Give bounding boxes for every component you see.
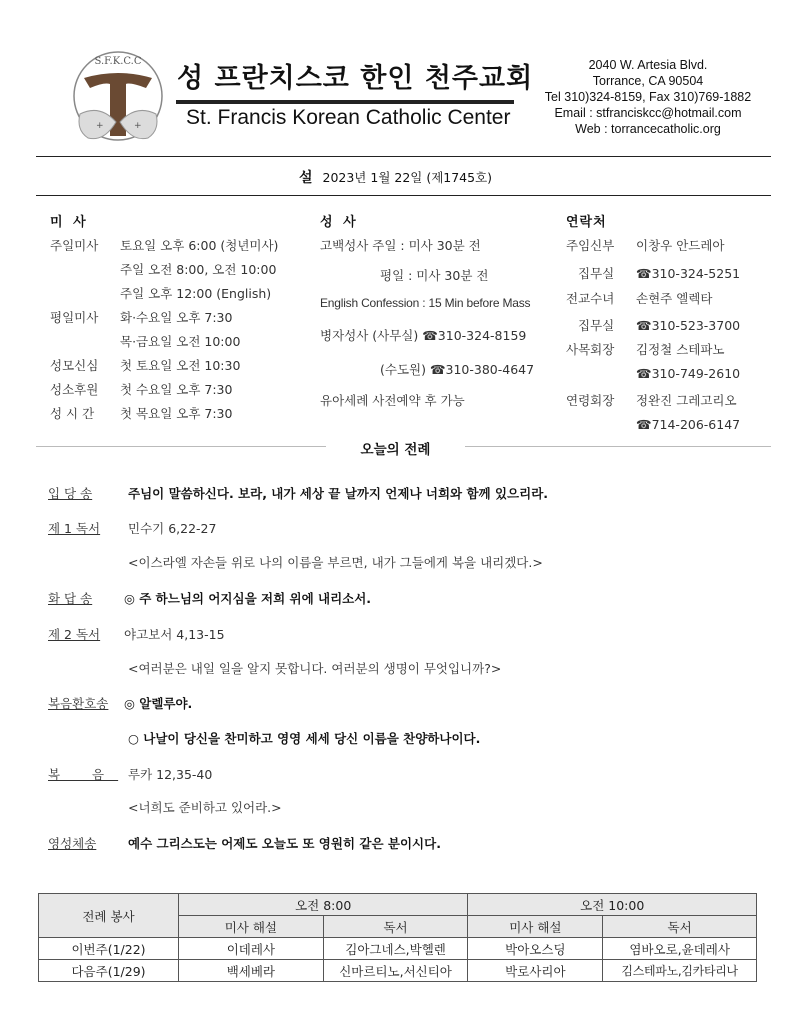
table-row	[39, 938, 757, 960]
sacrament-row: 병자성사 (사무실) ☎310-324-8159	[320, 328, 527, 343]
contact-label: 집무실	[578, 318, 615, 333]
address-web[interactable]: Web : torrancecatholic.org	[575, 122, 721, 136]
subcol-header: 미사 해설	[179, 916, 324, 938]
contact-phone: ☎714-206-6147	[636, 417, 741, 432]
alleluia-label: 복음환호송	[48, 696, 109, 711]
mass-time: 첫 수요일 오후 7:30	[120, 382, 233, 397]
contact-row	[578, 264, 740, 282]
church-name-english: St. Francis Korean Catholic Center	[186, 106, 511, 129]
first-reading-summary: <이스라엘 자손들 위로 나의 이름을 부르면, 내가 그들에게 복을 내리겠다.>	[128, 555, 543, 570]
ministry-schedule-table	[38, 893, 757, 982]
contact-row	[578, 316, 740, 334]
mass-label: 성모신심	[50, 358, 99, 373]
contact-row	[566, 289, 712, 307]
contact-value: 이창우 안드레아	[636, 238, 725, 253]
group-header-8am: 오전 8:00	[179, 894, 468, 916]
feast-name: 설	[298, 170, 313, 186]
subcol-header: 미사 해설	[468, 916, 603, 938]
group-header-10am: 오전 10:00	[468, 894, 757, 916]
sacrament-row: 평일 : 미사 30분 전	[380, 268, 489, 283]
table-cell: 김아그네스,박헬렌	[323, 938, 468, 960]
contact-value: 손현주 엘렉타	[636, 291, 713, 306]
week-cell: 이번주(1/22)	[39, 938, 179, 960]
contact-address	[533, 57, 763, 137]
first-reading-label: 제 1 독서	[48, 521, 101, 536]
entrance-antiphon-label: 입 당 송	[48, 486, 93, 501]
date-line	[0, 167, 791, 187]
alleluia-verse: ○ 나날이 당신을 찬미하고 영영 세세 당신 이름을 찬양하나이다.	[128, 731, 481, 746]
contact-label: 집무실	[578, 266, 615, 281]
first-reading-ref: 민수기 6,22-27	[128, 521, 217, 536]
psalm-label: 화 답 송	[48, 591, 93, 606]
table-cell: 백세베라	[179, 960, 324, 982]
contact-label: 사목회장	[566, 342, 615, 357]
mass-time: 주일 오전 8:00, 오전 10:00	[120, 262, 277, 277]
divider-middle	[36, 195, 771, 196]
mass-time: 주일 오후 12:00 (English)	[120, 286, 272, 301]
svg-text:+: +	[96, 121, 104, 131]
church-logo	[60, 44, 178, 150]
mass-label: 성소후원	[50, 382, 99, 397]
psalm-text: ◎ 주 하느님의 어지심을 저희 위에 내리소서.	[124, 591, 372, 606]
mass-heading: 미 사	[50, 215, 89, 230]
address-phone: Tel 310)324-8159, Fax 310)769-1882	[544, 90, 752, 104]
table-cell: 박로사리아	[468, 960, 603, 982]
table-cell: 이데레사	[179, 938, 324, 960]
svg-text:+: +	[134, 121, 142, 131]
gospel-summary: <너희도 준비하고 있어라.>	[128, 800, 282, 815]
section-rule-right	[465, 446, 771, 447]
church-name-korean: 성 프란치스코 한인 천주교회	[177, 63, 534, 94]
title-underline	[176, 100, 514, 104]
table-cell: 염바오로,윤데레사	[603, 938, 757, 960]
divider-top	[36, 156, 771, 157]
sacrament-row: English Confession : 15 Min before Mass	[320, 296, 531, 310]
table-cell: 박아오스딩	[468, 938, 603, 960]
mass-time: 토요일 오후 6:00 (청년미사)	[120, 238, 279, 253]
gospel-label: 복 음	[48, 767, 119, 782]
logo-lettering: S.F.K.C.C	[94, 56, 142, 67]
mass-time: 첫 토요일 오전 10:30	[120, 358, 241, 373]
alleluia-text: ◎ 알렐루야.	[124, 696, 193, 711]
table-row	[39, 960, 757, 982]
contact-row	[566, 340, 725, 358]
subcol-header: 독서	[323, 916, 468, 938]
contact-label: 전교수녀	[566, 291, 615, 306]
sacrament-row: (수도원) ☎310-380-4647	[380, 362, 535, 377]
week-cell: 다음주(1/29)	[39, 960, 179, 982]
issue-date: 2023년 1월 22일 (제1745호)	[322, 170, 493, 185]
address-city: Torrance, CA 90504	[592, 74, 704, 88]
address-street: 2040 W. Artesia Blvd.	[588, 58, 708, 72]
second-reading-label: 제 2 독서	[48, 627, 101, 642]
contact-phone: ☎310-324-5251	[636, 266, 741, 281]
mass-time: 첫 목요일 오후 7:30	[120, 406, 233, 421]
mass-time: 목·금요일 오전 10:00	[120, 334, 241, 349]
sacrament-row: 유아세례 사전예약 후 가능	[320, 393, 465, 408]
entrance-antiphon-text: 주님이 말씀하신다. 보라, 내가 세상 끝 날까지 언제나 너희와 함께 있으리라.	[128, 486, 549, 501]
contact-phone: ☎310-523-3700	[636, 318, 741, 333]
gospel-ref: 루카 12,35-40	[128, 767, 213, 782]
second-reading-summary: <여러분은 내일 일을 알지 못합니다. 여러분의 생명이 무엇입니까?>	[128, 661, 502, 676]
communion-label: 영성체송	[48, 836, 97, 851]
sacraments-heading: 성 사	[320, 215, 359, 230]
mass-time: 화·수요일 오후 7:30	[120, 310, 233, 325]
mass-label: 성 시 간	[50, 406, 95, 421]
table-corner: 전례 봉사	[39, 894, 179, 938]
contacts-heading: 연락처	[566, 215, 607, 230]
contact-value: 정완진 그레고리오	[636, 393, 737, 408]
liturgy-title: 오늘의 전례	[360, 442, 431, 458]
second-reading-ref: 야고보서 4,13-15	[124, 627, 225, 642]
address-email[interactable]: Email : stfranciskcc@hotmail.com	[554, 106, 742, 120]
contact-phone: ☎310-749-2610	[636, 366, 741, 381]
contact-value: 김정철 스테파노	[636, 342, 725, 357]
contact-label: 연령회장	[566, 393, 615, 408]
table-cell: 김스테파노,김카타리나	[603, 960, 757, 982]
contact-row	[566, 236, 725, 254]
contact-label: 주임신부	[566, 238, 615, 253]
table-cell: 신마르티노,서신티아	[323, 960, 468, 982]
mass-label: 평일미사	[50, 310, 99, 325]
mass-label: 주일미사	[50, 238, 99, 253]
sacrament-row: 고백성사 주일 : 미사 30분 전	[320, 238, 481, 253]
communion-text: 예수 그리스도는 어제도 오늘도 또 영원히 같은 분이시다.	[128, 836, 441, 851]
subcol-header: 독서	[603, 916, 757, 938]
contact-row	[566, 391, 737, 409]
